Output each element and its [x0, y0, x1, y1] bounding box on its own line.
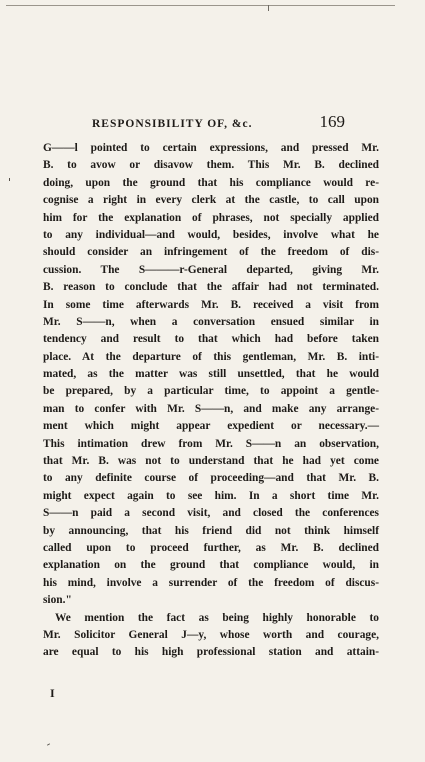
text-line: place. At the departure of this gentleman, Mr. B. inti- [43, 350, 379, 363]
page-top-mark [268, 5, 269, 11]
text-line: that Mr. B. was not to understand that he had yet come [43, 455, 379, 468]
text-line: by announcing, that his friend did not think himself [43, 524, 379, 537]
text-line: tendency and result to that which had before taken [43, 333, 379, 346]
text-line: doing, upon the ground that his compliance would re- [43, 176, 379, 189]
text-line: him for the explanation of phrases, not specially applied [43, 211, 379, 224]
text-line: be prepared, by a particular time, to appoint a gentle- [43, 385, 379, 398]
text-line: are equal to his high professional station and attain- [43, 646, 379, 659]
text-line: Mr. S——n, when a conversation ensued similar in [43, 315, 379, 328]
text-line: This intimation drew from Mr. S——n an observation, [43, 437, 379, 450]
text-line: cognise a right in every clerk at the castle, to call upon [43, 194, 379, 207]
paragraph [43, 140, 379, 610]
margin-mark [9, 178, 10, 181]
text-line: G——l pointed to certain expressions, and pressed Mr. [43, 142, 379, 154]
text-line: B. reason to conclude that the affair had not terminated. [43, 281, 379, 294]
page-top-rule [6, 5, 395, 6]
text-line: ment which might appear expedient or necessary.— [43, 420, 379, 433]
text-line: cussion. The S———r-General departed, giving Mr. [43, 263, 379, 276]
text-line: his mind, involve a surrender of the freedom of discus- [43, 576, 379, 589]
text-line: called upon to proceed further, as Mr. B. declined [43, 541, 379, 554]
running-title: RESPONSIBILITY OF, &c. [92, 118, 253, 130]
text-line: B. to avow or disavow them. This Mr. B. declined [43, 159, 379, 172]
text-line: mated, as the matter was still unsettled, that he would [43, 368, 379, 381]
paragraph [43, 610, 379, 662]
text-line: explanation on the ground that compliance would, in [43, 559, 379, 572]
text-line: We mention the fact as being highly honorable to [55, 611, 379, 624]
body-text [43, 140, 379, 662]
running-head [75, 112, 345, 134]
text-line: S——n paid a second visit, and closed the conferences [43, 507, 379, 520]
text-line: Mr. Solicitor General J—y, whose worth and courage, [43, 628, 379, 641]
text-line: In some time afterwards Mr. B. received a visit from [43, 298, 379, 311]
text-line: man to confer with Mr. S——n, and make any arrange- [43, 402, 379, 415]
margin-mark [47, 743, 50, 745]
text-line: might expect again to see him. In a short time Mr. [43, 489, 379, 502]
text-line: to any definite course of proceeding—and that Mr. B. [43, 472, 379, 485]
page-number: 169 [319, 112, 345, 131]
signature-mark: I [50, 686, 55, 700]
text-line: sion." [43, 594, 72, 607]
text-line: should consider an infringement of the freedom of dis- [43, 246, 379, 259]
text-line: to any individual—and would, besides, involve what he [43, 228, 379, 241]
